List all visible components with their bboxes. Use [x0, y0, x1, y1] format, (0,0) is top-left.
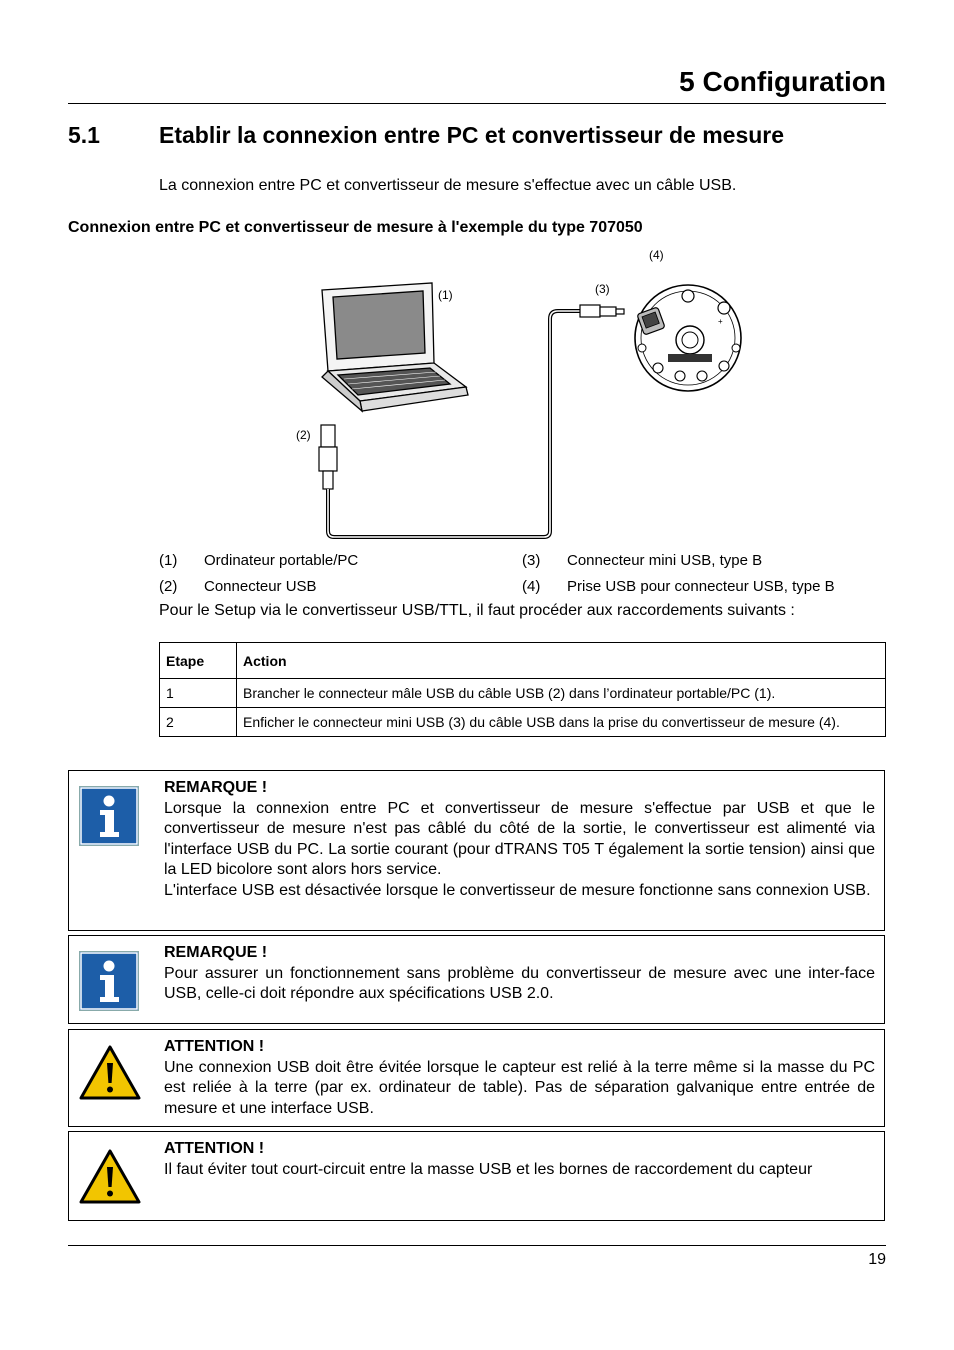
- legend-num-4: (4): [522, 578, 541, 595]
- table-cell-action: Enficher le connecteur mini USB (3) du câble USB dans la prise du convertisseur de mesure (4).: [237, 708, 886, 737]
- callout-3: (3): [595, 282, 610, 296]
- mini-usb-connector-illustration: [580, 305, 624, 317]
- table-row: [160, 708, 886, 737]
- note-title: REMARQUE !: [164, 944, 268, 961]
- section-title: Etablir la connexion entre PC et convertisseur de mesure: [159, 122, 785, 148]
- intro-paragraph: La connexion entre PC et convertisseur de mesure s'effectue avec un câble USB.: [159, 177, 737, 194]
- warning-icon: [79, 1149, 141, 1205]
- table-cell-step: 1: [160, 679, 237, 708]
- section-number: 5.1: [68, 122, 100, 148]
- setup-instruction: Pour le Setup via le convertisseur USB/TTL, il faut procéder aux raccordements suivants :: [159, 602, 795, 619]
- usb-connector-illustration: [319, 425, 337, 489]
- connection-diagram: [290, 245, 670, 545]
- legend-num-1: (1): [159, 552, 178, 569]
- legend-text-3: Connecteur mini USB, type B: [567, 552, 763, 569]
- laptop-illustration: [322, 283, 468, 411]
- legend-text-4: Prise USB pour connecteur USB, type B: [567, 578, 835, 595]
- note-text: Lorsque la connexion entre PC et convertisseur de mesure s'effectue par USB et que le convertisseur de mesure n'est pas câblé du côté de la sortie, le convertisseur est alimenté via l'interface USB du PC. La sortie courant (pour dTRANS T05 T également la sortie tension) ainsi que la LED bicolore sont alors hors service.: [164, 799, 875, 879]
- info-icon: [79, 951, 139, 1011]
- table-row: [160, 679, 886, 708]
- callout-4: (4): [649, 248, 664, 262]
- table-header-step: Etape: [160, 643, 237, 679]
- legend-text-1: Ordinateur portable/PC: [204, 552, 359, 569]
- warning-box: [68, 1131, 885, 1221]
- svg-text:+: +: [718, 317, 723, 326]
- steps-table: [159, 642, 886, 737]
- note-box: [68, 770, 885, 931]
- legend-num-2: (2): [159, 578, 178, 595]
- note-title: ATTENTION !: [164, 1038, 265, 1055]
- page-number: 19: [868, 1251, 886, 1268]
- note-text: Une connexion USB doit être évitée lorsque le capteur est relié à la terre même si la masse du PC est reliée à la terre (par ex. ordinateur de table). Pas de séparation galvanique entre entrée de mesure et une interface USB.: [164, 1058, 875, 1117]
- transmitter-drawing: [628, 282, 750, 394]
- note-title: REMARQUE !: [164, 779, 268, 796]
- note-text: L'interface USB est désactivée lorsque le convertisseur de mesure fonctionne sans connexion USB.: [164, 881, 871, 899]
- warning-icon: [79, 1045, 141, 1101]
- note-title: ATTENTION !: [164, 1140, 265, 1157]
- header-rule: [68, 103, 886, 104]
- table-header-row: [160, 643, 886, 679]
- callout-1: (1): [438, 288, 453, 302]
- table-header-action: Action: [237, 643, 886, 679]
- footer-rule: [68, 1245, 886, 1246]
- note-text: Pour assurer un fonctionnement sans problème du convertisseur de mesure avec une inter-face USB, celle-ci doit répondre aux spécifications USB 2.0.: [164, 964, 875, 1003]
- info-icon: [79, 786, 139, 846]
- figure-subheading: Connexion entre PC et convertisseur de mesure à l'exemple du type 707050: [68, 219, 643, 236]
- legend-text-2: Connecteur USB: [204, 578, 317, 595]
- callout-2: (2): [296, 428, 311, 442]
- note-text: Il faut éviter tout court-circuit entre la masse USB et les bornes de raccordement du capteur: [164, 1160, 813, 1178]
- warning-box: [68, 1029, 885, 1127]
- legend-num-3: (3): [522, 552, 541, 569]
- table-cell-action: Brancher le connecteur mâle USB du câble USB (2) dans l’ordinateur portable/PC (1).: [237, 679, 886, 708]
- table-cell-step: 2: [160, 708, 237, 737]
- chapter-title: 5 Configuration: [679, 66, 886, 97]
- note-box: [68, 935, 885, 1024]
